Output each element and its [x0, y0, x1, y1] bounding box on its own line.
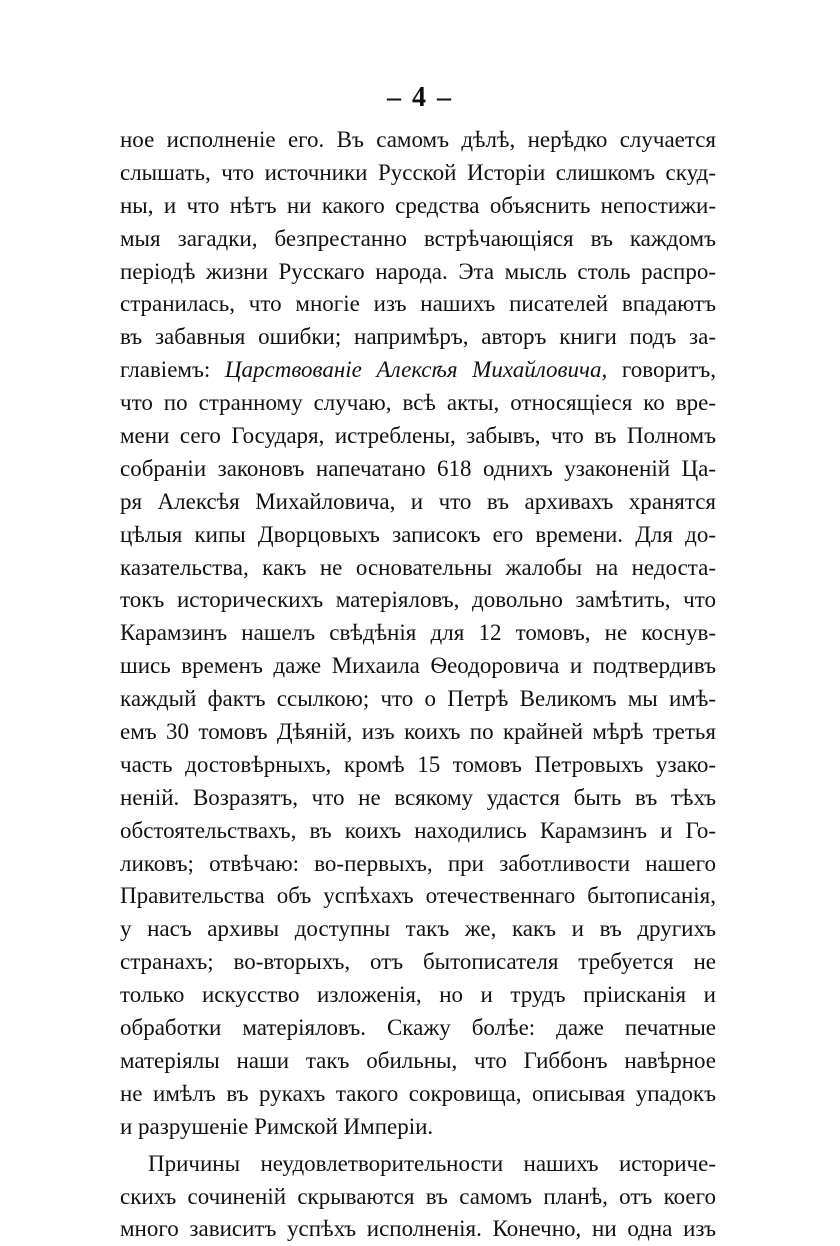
text-run: слышать, что источники Русской Исторіи слишкомъ скуд-	[120, 159, 716, 185]
text-line	[120, 1148, 716, 1181]
text-run: часть достовѣрныхъ, кромѣ 15 томовъ Петровыхъ узако-	[120, 751, 716, 777]
text-line	[120, 617, 716, 650]
text-line	[120, 321, 716, 354]
text-run: странилась, что многіе изъ нашихъ писателей впадаютъ	[120, 291, 716, 317]
text-run: токъ историческихъ матеріяловъ, довольно замѣтить, что	[120, 587, 716, 613]
text-line	[120, 1181, 716, 1214]
text-run: собраніи законовъ напечатано 618 однихъ узаконеній Ца-	[120, 455, 716, 481]
text-line	[120, 223, 716, 256]
text-line	[120, 288, 716, 321]
text-line	[120, 1045, 716, 1078]
text-line	[120, 683, 716, 716]
text-run: что по странному случаю, всѣ акты, относящіеся ко вре-	[120, 390, 716, 416]
text-run: странахъ; во-вторыхъ, отъ бытописателя требуется не	[120, 949, 716, 975]
text-line	[120, 124, 716, 157]
text-run: періодѣ жизни Русскаго народа. Эта мысль столь распро-	[120, 258, 716, 284]
text-line	[120, 880, 716, 913]
text-line	[120, 913, 716, 946]
text-run: шись временъ даже Михаила Ѳеодоровича и подтвердивъ	[120, 653, 716, 679]
text-run: много зависитъ успѣхъ исполненія. Конечно, ни одна изъ	[120, 1216, 716, 1242]
text-line	[120, 256, 716, 289]
text-line	[120, 1213, 716, 1246]
text-line	[120, 979, 716, 1012]
text-line	[120, 584, 716, 617]
text-run: неній. Возразятъ, что не всякому удастся быть въ тѣхъ	[120, 784, 716, 810]
text-run: емъ 30 томовъ Дѣяній, изъ коихъ по крайней мѣрѣ третья	[120, 719, 716, 745]
body-text	[120, 124, 716, 1246]
text-run: матеріялы наши такъ обильны, что Гиббонъ навѣрное	[120, 1047, 716, 1073]
paragraph-2	[120, 1148, 716, 1246]
text-run: ное исполненіе его. Въ самомъ дѣлѣ, нерѣдко случается	[120, 127, 716, 152]
text-line	[120, 354, 716, 387]
text-line	[120, 1012, 716, 1045]
page-number: – 4 –	[387, 82, 453, 113]
text-run: ря Алексѣя Михайловича, и что въ архивахъ хранятся	[120, 488, 716, 514]
text-run: Карамзинъ нашелъ свѣдѣнія для 12 томовъ, не коснув-	[120, 620, 716, 646]
text-line	[120, 650, 716, 683]
paragraph-1	[120, 124, 716, 1144]
text-run: главіемъ:	[120, 357, 225, 383]
text-run: Правительства объ успѣхахъ отечественнаго бытописанія,	[120, 883, 716, 909]
text-line	[120, 716, 716, 749]
text-line	[120, 552, 716, 585]
text-line	[120, 848, 716, 881]
text-line	[120, 157, 716, 190]
text-line	[120, 782, 716, 815]
text-line	[120, 1111, 716, 1144]
text-run: обстоятельствахъ, въ коихъ находились Карамзинъ и Го-	[120, 817, 716, 843]
text-line	[120, 486, 716, 519]
text-run: ликовъ; отвѣчаю: во-первыхъ, при заботливости нашего	[120, 850, 716, 876]
text-run: каждый фактъ ссылкою; что о Петрѣ Великомъ мы имѣ-	[120, 686, 716, 712]
text-run: говоритъ,	[607, 357, 716, 383]
text-run: цѣлыя кипы Дворцовыхъ записокъ его времени. Для до-	[120, 521, 716, 547]
text-line	[120, 420, 716, 453]
text-line	[120, 815, 716, 848]
text-line	[120, 749, 716, 782]
text-run: обработки матеріяловъ. Скажу болѣе: даже печатные	[120, 1015, 716, 1041]
text-run: казательства, какъ не основательны жалобы на недоста-	[120, 554, 716, 580]
text-run: у насъ архивы доступны такъ же, какъ и въ другихъ	[120, 916, 716, 942]
text-run: въ забавныя ошибки; напримѣръ, авторъ книги подъ за-	[120, 324, 716, 350]
text-run: Причины неудовлетворительности нашихъ историче-	[148, 1150, 716, 1176]
text-line	[120, 190, 716, 223]
book-title-italic: Царствованіе Алексѣя Михайловича,	[224, 357, 608, 383]
text-run: мени сего Государя, истреблены, забывъ, что въ Полномъ	[120, 423, 716, 449]
text-run: скихъ сочиненій скрываются въ самомъ планѣ, отъ коего	[120, 1183, 716, 1209]
text-run: только искусство изложенія, но и трудъ пріисканія и	[120, 982, 716, 1008]
text-line	[120, 946, 716, 979]
text-line	[120, 453, 716, 486]
text-run: ны, и что нѣтъ ни какого средства объяснить непостижи-	[120, 192, 716, 218]
text-line	[120, 519, 716, 552]
text-line	[120, 1078, 716, 1111]
text-line	[120, 387, 716, 420]
text-run: и разрушеніе Римской Имперіи.	[120, 1113, 434, 1139]
text-run: мыя загадки, безпрестанно встрѣчающіяся въ каждомъ	[120, 225, 716, 251]
text-run: не имѣлъ въ рукахъ такого сокровища, описывая упадокъ	[120, 1080, 716, 1106]
